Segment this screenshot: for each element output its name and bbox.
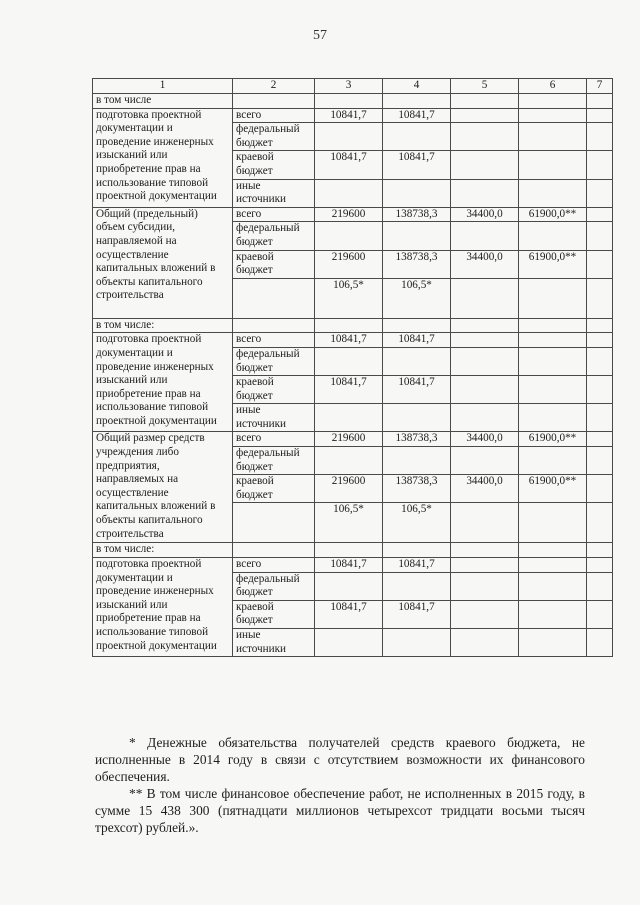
value-cell-col-3 xyxy=(315,94,383,109)
value-cell-col-4 xyxy=(383,347,451,375)
value-cell-col-6 xyxy=(519,222,587,250)
value-cell-col-4 xyxy=(383,629,451,657)
value-cell-col-5 xyxy=(451,108,519,123)
value-cell-col-5 xyxy=(451,151,519,179)
funding-source: федеральный бюджет xyxy=(233,123,315,151)
value-cell-col-5 xyxy=(451,543,519,558)
value-cell-col-7 xyxy=(587,94,613,109)
value-cell-col-4: 138738,3 xyxy=(383,475,451,503)
value-cell-col-6 xyxy=(519,376,587,404)
value-cell-col-6 xyxy=(519,572,587,600)
value-cell-col-5 xyxy=(451,94,519,109)
table-row xyxy=(93,543,613,558)
value-cell-col-4: 10841,7 xyxy=(383,333,451,348)
value-cell-col-4: 10841,7 xyxy=(383,376,451,404)
value-cell-col-7 xyxy=(587,600,613,628)
value-cell-col-3 xyxy=(315,123,383,151)
value-cell-col-3: 10841,7 xyxy=(315,333,383,348)
value-cell-col-5: 34400,0 xyxy=(451,207,519,222)
value-cell-col-6 xyxy=(519,558,587,573)
value-cell-col-4: 138738,3 xyxy=(383,432,451,447)
row-label: в том числе: xyxy=(93,318,233,333)
value-cell-col-6 xyxy=(519,108,587,123)
value-cell-col-5 xyxy=(451,123,519,151)
value-cell-col-5 xyxy=(451,333,519,348)
value-cell-col-3 xyxy=(315,179,383,207)
value-cell-col-7 xyxy=(587,629,613,657)
value-cell-col-7 xyxy=(587,207,613,222)
funding-source: краевой бюджет xyxy=(233,250,315,278)
value-cell-col-7 xyxy=(587,475,613,503)
value-cell-col-5 xyxy=(451,318,519,333)
column-header-7: 7 xyxy=(587,79,613,94)
value-cell-col-5: 34400,0 xyxy=(451,250,519,278)
funding-source: иные источники xyxy=(233,179,315,207)
row-description: подготовка проектной документации и проведение инженерных изысканий или приобретение прав на использование типовой проектной документации xyxy=(93,558,233,657)
value-cell-col-3 xyxy=(315,543,383,558)
value-cell-col-4 xyxy=(383,222,451,250)
value-cell-col-3: 10841,7 xyxy=(315,558,383,573)
funding-source: федеральный бюджет xyxy=(233,447,315,475)
value-cell-col-6 xyxy=(519,318,587,333)
funding-source xyxy=(233,503,315,543)
funding-source: всего xyxy=(233,432,315,447)
value-cell-col-4: 10841,7 xyxy=(383,558,451,573)
funding-source xyxy=(233,94,315,109)
value-cell-col-7 xyxy=(587,333,613,348)
value-cell-col-7 xyxy=(587,543,613,558)
value-cell-col-5 xyxy=(451,572,519,600)
value-cell-col-6: 61900,0** xyxy=(519,432,587,447)
value-cell-col-4: 138738,3 xyxy=(383,207,451,222)
table-row xyxy=(93,432,613,447)
value-cell-col-4: 10841,7 xyxy=(383,151,451,179)
value-cell-col-6: 61900,0** xyxy=(519,207,587,222)
row-description: Общий (предельный) объем субсидии, направляемой на осуществление капитальных вложений в объекты капитального строительства xyxy=(93,207,233,318)
value-cell-col-4: 10841,7 xyxy=(383,600,451,628)
value-cell-col-4: 138738,3 xyxy=(383,250,451,278)
value-cell-col-5: 34400,0 xyxy=(451,432,519,447)
value-cell-col-6 xyxy=(519,600,587,628)
value-cell-col-6 xyxy=(519,179,587,207)
value-cell-col-7 xyxy=(587,432,613,447)
value-cell-col-5 xyxy=(451,347,519,375)
value-cell-col-7 xyxy=(587,347,613,375)
value-cell-col-6 xyxy=(519,94,587,109)
footnote-single-asterisk: * Денежные обязательства получателей средств краевого бюджета, не исполненные в 2014 году в связи с отсутствием возможности их финансового обеспечения. xyxy=(95,735,585,784)
value-cell-col-5 xyxy=(451,404,519,432)
value-cell-col-7 xyxy=(587,108,613,123)
value-cell-col-4 xyxy=(383,572,451,600)
funding-source: федеральный бюджет xyxy=(233,572,315,600)
funding-source: краевой бюджет xyxy=(233,151,315,179)
value-cell-col-5 xyxy=(451,600,519,628)
funding-source: всего xyxy=(233,108,315,123)
column-header-5: 5 xyxy=(451,79,519,94)
value-cell-col-3 xyxy=(315,222,383,250)
value-cell-col-6 xyxy=(519,333,587,348)
value-cell-col-7 xyxy=(587,503,613,543)
value-cell-col-6 xyxy=(519,151,587,179)
value-cell-col-7 xyxy=(587,558,613,573)
value-cell-col-3: 10841,7 xyxy=(315,151,383,179)
value-cell-col-7 xyxy=(587,376,613,404)
row-label: в том числе: xyxy=(93,543,233,558)
value-cell-col-7 xyxy=(587,278,613,318)
value-cell-col-3 xyxy=(315,318,383,333)
table-row xyxy=(93,333,613,348)
value-cell-col-7 xyxy=(587,404,613,432)
row-description: подготовка проектной документации и проведение инженерных изысканий или приобретение прав на использование типовой проектной документации xyxy=(93,333,233,432)
value-cell-col-5 xyxy=(451,222,519,250)
value-cell-col-3: 219600 xyxy=(315,432,383,447)
value-cell-col-7 xyxy=(587,447,613,475)
table-row xyxy=(93,94,613,109)
table-header-row xyxy=(93,79,613,94)
value-cell-col-5 xyxy=(451,503,519,543)
value-cell-col-7 xyxy=(587,250,613,278)
value-cell-col-4 xyxy=(383,94,451,109)
value-cell-col-3 xyxy=(315,572,383,600)
value-cell-col-4 xyxy=(383,404,451,432)
value-cell-col-3 xyxy=(315,347,383,375)
value-cell-col-5 xyxy=(451,629,519,657)
value-cell-col-3: 106,5* xyxy=(315,278,383,318)
value-cell-col-3 xyxy=(315,447,383,475)
value-cell-col-6 xyxy=(519,123,587,151)
value-cell-col-5: 34400,0 xyxy=(451,475,519,503)
funding-source: федеральный бюджет xyxy=(233,222,315,250)
value-cell-col-3: 10841,7 xyxy=(315,600,383,628)
row-label: в том числе xyxy=(93,94,233,109)
value-cell-col-4 xyxy=(383,123,451,151)
value-cell-col-4 xyxy=(383,318,451,333)
value-cell-col-7 xyxy=(587,318,613,333)
table-row xyxy=(93,318,613,333)
value-cell-col-7 xyxy=(587,179,613,207)
value-cell-col-5 xyxy=(451,447,519,475)
funding-source xyxy=(233,543,315,558)
budget-table xyxy=(92,78,613,657)
value-cell-col-6 xyxy=(519,278,587,318)
funding-source xyxy=(233,318,315,333)
value-cell-col-4 xyxy=(383,447,451,475)
column-header-6: 6 xyxy=(519,79,587,94)
footnote-double-asterisk: ** В том числе финансовое обеспечение работ, не исполненных в 2015 году, в сумме 15 438 300 (пятнадцати миллионов четырехсот тридцати восьми тысяч трехсот) рублей.». xyxy=(95,786,585,835)
funding-source: федеральный бюджет xyxy=(233,347,315,375)
value-cell-col-5 xyxy=(451,376,519,404)
table-row xyxy=(93,558,613,573)
funding-source: иные источники xyxy=(233,404,315,432)
value-cell-col-5 xyxy=(451,558,519,573)
value-cell-col-3: 219600 xyxy=(315,207,383,222)
funding-source: краевой бюджет xyxy=(233,475,315,503)
value-cell-col-3: 10841,7 xyxy=(315,108,383,123)
funding-source: всего xyxy=(233,558,315,573)
value-cell-col-7 xyxy=(587,222,613,250)
value-cell-col-7 xyxy=(587,123,613,151)
value-cell-col-6 xyxy=(519,447,587,475)
funding-source: иные источники xyxy=(233,629,315,657)
value-cell-col-6: 61900,0** xyxy=(519,475,587,503)
value-cell-col-7 xyxy=(587,151,613,179)
value-cell-col-6 xyxy=(519,404,587,432)
value-cell-col-3: 106,5* xyxy=(315,503,383,543)
value-cell-col-3: 219600 xyxy=(315,250,383,278)
funding-source xyxy=(233,278,315,318)
value-cell-col-4: 10841,7 xyxy=(383,108,451,123)
value-cell-col-6 xyxy=(519,347,587,375)
value-cell-col-4 xyxy=(383,543,451,558)
value-cell-col-4: 106,5* xyxy=(383,503,451,543)
page-number: 57 xyxy=(313,28,327,43)
value-cell-col-6: 61900,0** xyxy=(519,250,587,278)
column-header-3: 3 xyxy=(315,79,383,94)
value-cell-col-3: 219600 xyxy=(315,475,383,503)
row-description: Общий размер средств учреждения либо предприятия, направляемых на осуществление капитальных вложений в объекты капитального строительства xyxy=(93,432,233,543)
row-description: подготовка проектной документации и проведение инженерных изысканий или приобретение прав на использование типовой проектной документации xyxy=(93,108,233,207)
value-cell-col-5 xyxy=(451,179,519,207)
value-cell-col-4 xyxy=(383,179,451,207)
funding-source: краевой бюджет xyxy=(233,600,315,628)
column-header-2: 2 xyxy=(233,79,315,94)
funding-source: краевой бюджет xyxy=(233,376,315,404)
value-cell-col-3: 10841,7 xyxy=(315,376,383,404)
funding-source: всего xyxy=(233,333,315,348)
column-header-4: 4 xyxy=(383,79,451,94)
funding-source: всего xyxy=(233,207,315,222)
value-cell-col-6 xyxy=(519,503,587,543)
column-header-1: 1 xyxy=(93,79,233,94)
value-cell-col-3 xyxy=(315,629,383,657)
value-cell-col-7 xyxy=(587,572,613,600)
value-cell-col-4: 106,5* xyxy=(383,278,451,318)
value-cell-col-3 xyxy=(315,404,383,432)
table-row xyxy=(93,207,613,222)
table-row xyxy=(93,108,613,123)
value-cell-col-6 xyxy=(519,629,587,657)
value-cell-col-6 xyxy=(519,543,587,558)
value-cell-col-5 xyxy=(451,278,519,318)
